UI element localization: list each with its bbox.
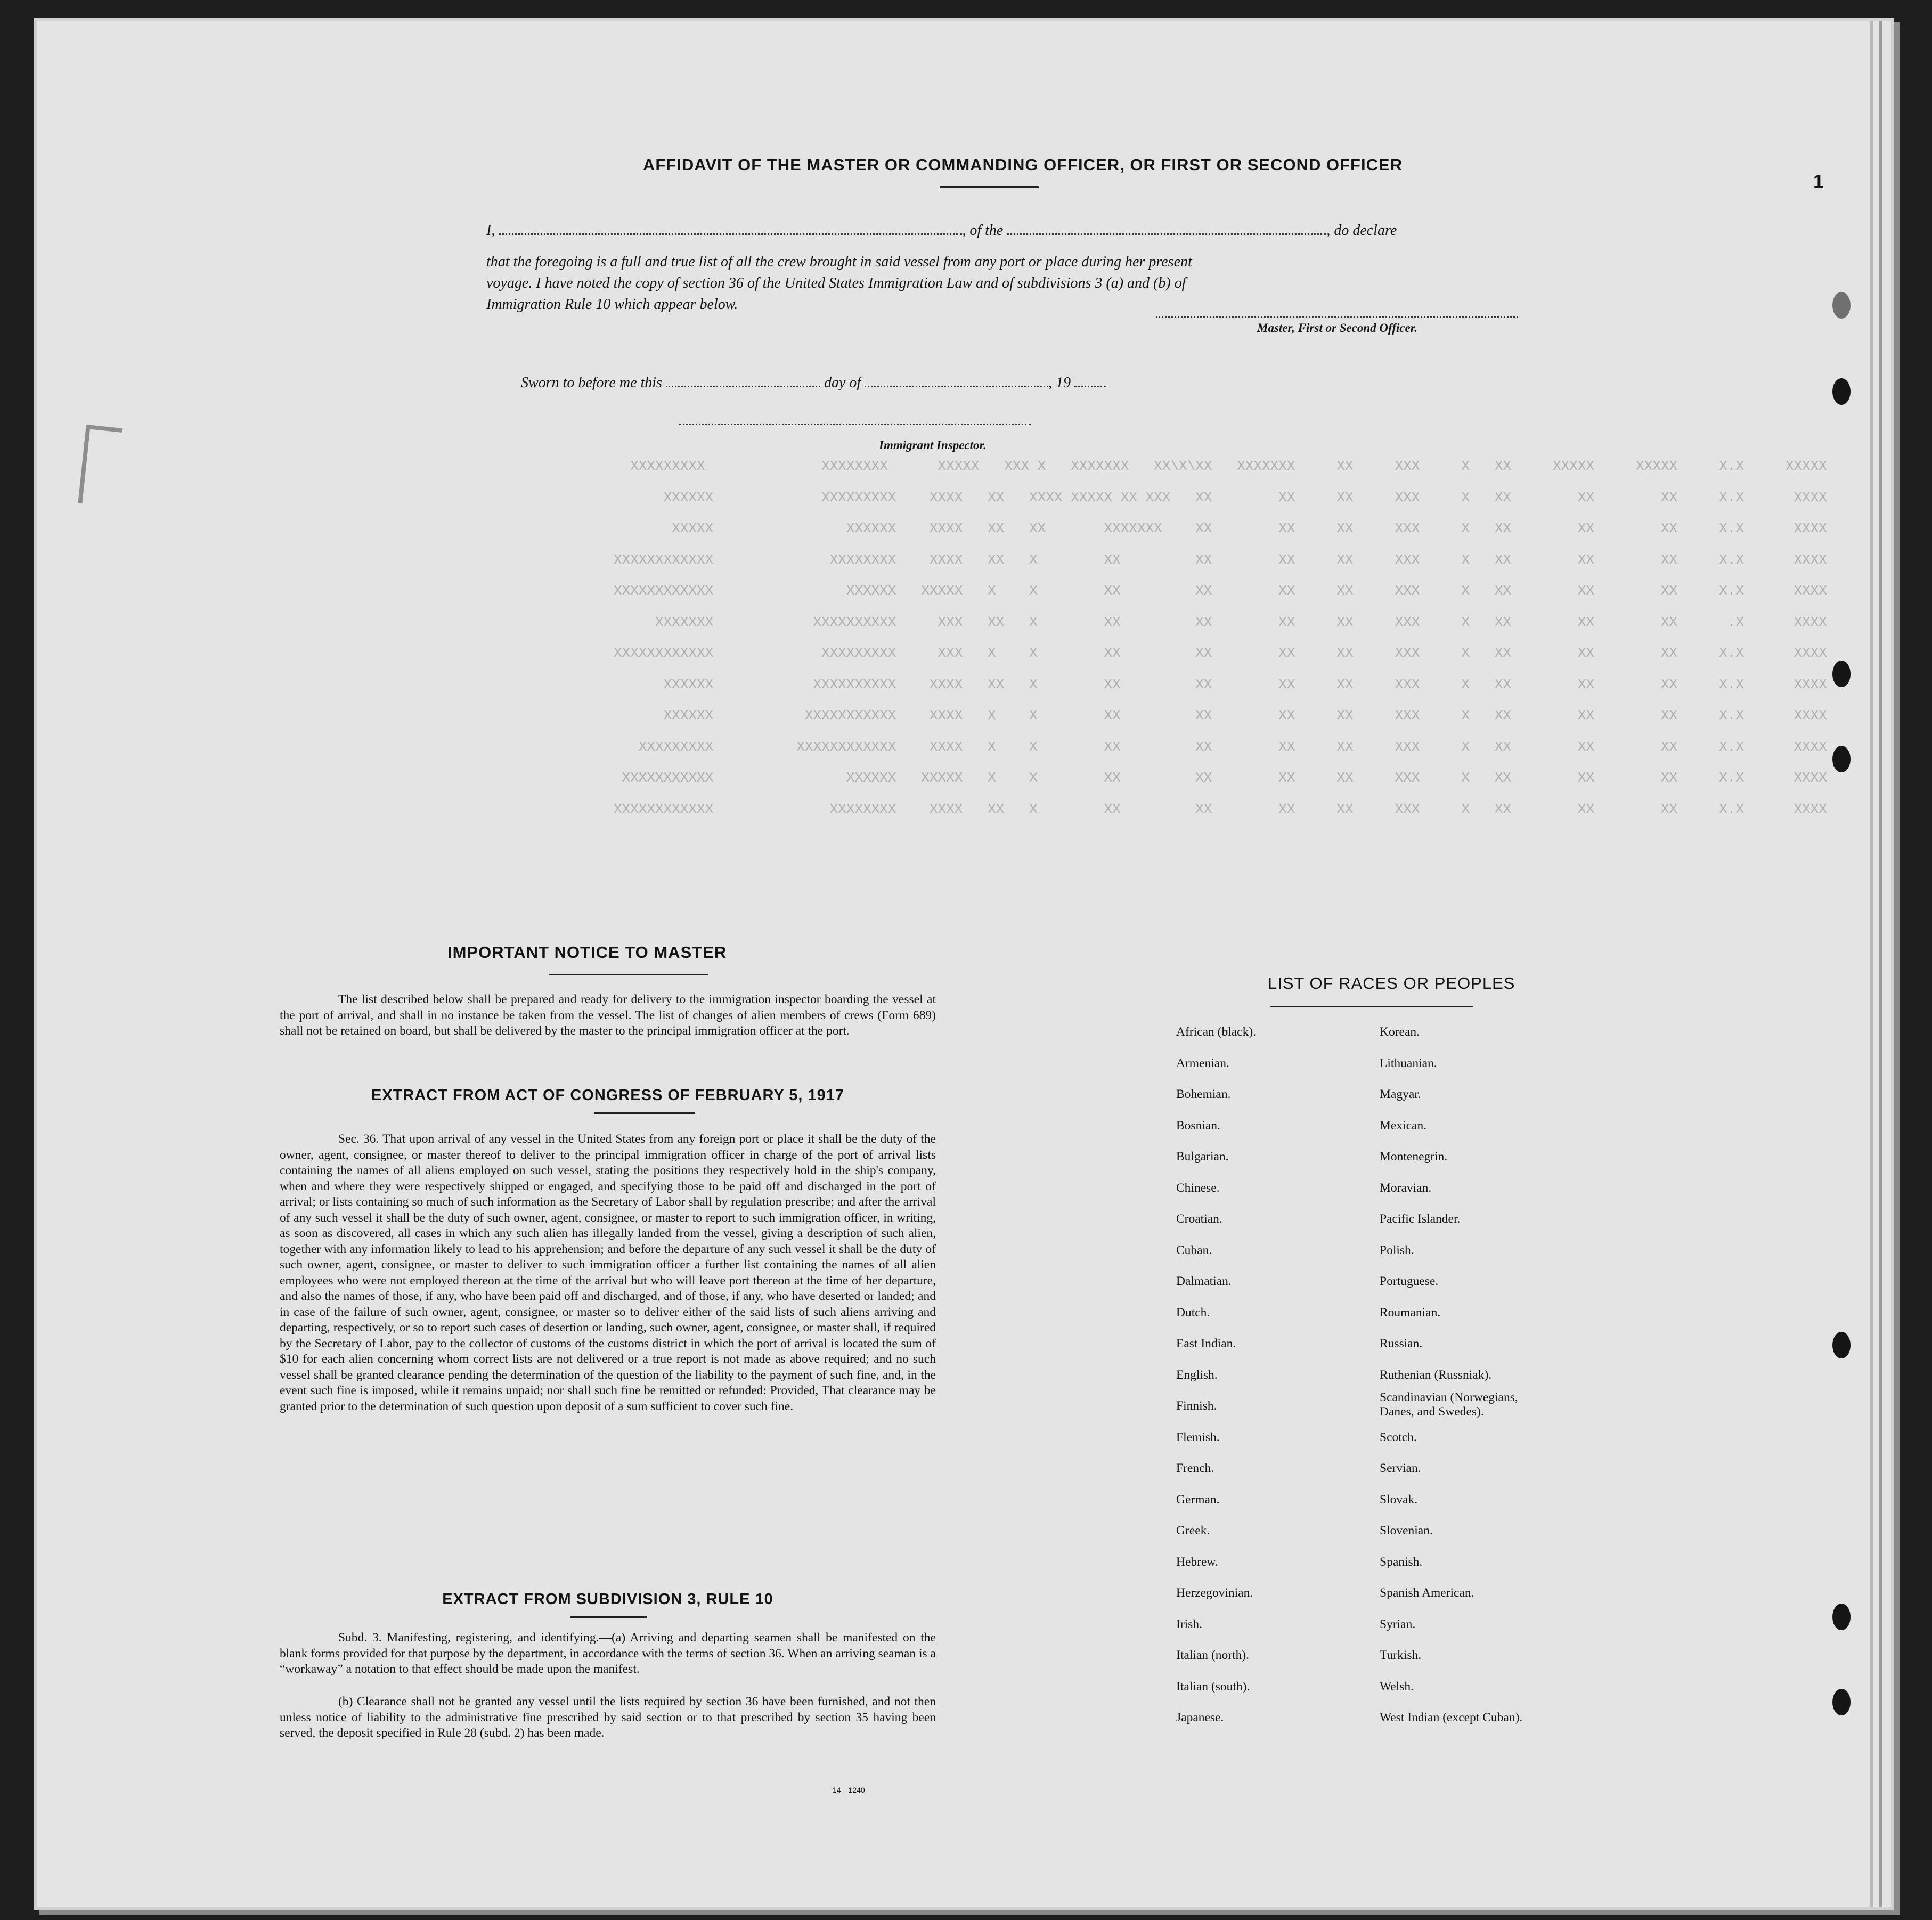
race-item: Slovak. <box>1380 1492 1418 1507</box>
race-item: Japanese. <box>1176 1711 1224 1724</box>
affidavit-title: AFFIDAVIT OF THE MASTER OR COMMANDING OFFICER, OR FIRST OR SECOND OFFICER <box>642 156 1403 174</box>
race-item: Cuban. <box>1176 1243 1212 1257</box>
race-item: Herzegovinian. <box>1176 1586 1253 1600</box>
notice-title: IMPORTANT NOTICE TO MASTER <box>447 943 727 962</box>
rule-para-a: Subd. 3. Manifesting, registering, and identifying.—(a) Arriving and departing seamen shall be manifested on the blank forms provided for that purpose by the department, in accordance with the terms of section 36. When an arriving seaman is a “workaway” a notation to that effect should be made upon the manifest. <box>280 1631 936 1676</box>
race-item: Irish. <box>1176 1617 1202 1631</box>
declaration-line-2: that the foregoing is a full and true list of all the crew brought in said vessel from any port or place during her present <box>486 254 1192 270</box>
race-item: Mexican. <box>1380 1118 1427 1133</box>
race-item: Portuguese. <box>1380 1274 1439 1288</box>
form-number: 14—1240 <box>833 1786 865 1794</box>
declaration-line-3: voyage. I have noted the copy of section 36 of the United States Immigration Law and of subdivisions 3 (a) and (b) of <box>486 275 1186 291</box>
race-item: Magyar. <box>1380 1087 1421 1101</box>
punch-hole <box>1832 1332 1851 1358</box>
race-item: Turkish. <box>1380 1648 1422 1662</box>
race-item: Roumanian. <box>1380 1305 1441 1320</box>
race-item: Italian (south). <box>1176 1679 1250 1694</box>
race-item: East Indian. <box>1176 1337 1236 1350</box>
punch-hole <box>1832 378 1851 405</box>
vessel-name-blank[interactable] <box>1007 219 1326 235</box>
officer-name-blank[interactable] <box>499 219 962 235</box>
inspector-caption: Immigrant Inspector. <box>879 438 987 452</box>
race-item: Dutch. <box>1176 1305 1210 1320</box>
race-item: Korean. <box>1380 1025 1420 1039</box>
race-item: Greek. <box>1176 1524 1210 1537</box>
punch-hole <box>1832 292 1851 319</box>
notice-rule <box>549 974 708 975</box>
manifest-page <box>37 21 1891 1907</box>
rule-para-b: (b) Clearance shall not be granted any vessel until the lists required by section 36 have been furnished, and not then unless notice of liability to the administrative fine prescribed by said section or to that prescribed by section 35 having been served, the deposit specified in Rule 28 (subd. 2) has been made. <box>280 1695 936 1740</box>
act-rule <box>594 1112 695 1114</box>
race-item: Ruthenian (Russniak). <box>1380 1368 1492 1382</box>
rule-extract-rule <box>570 1616 647 1618</box>
race-item: German. <box>1176 1492 1220 1507</box>
race-item: Montenegrin. <box>1380 1150 1448 1164</box>
race-item: Slovenian. <box>1380 1524 1433 1537</box>
races-right-column <box>1380 1016 1539 1734</box>
inspector-signature-line[interactable] <box>679 422 1031 425</box>
race-item: West Indian (except Cuban). <box>1380 1711 1523 1724</box>
page-mark: 1 <box>1813 170 1824 192</box>
race-item: Chinese. <box>1176 1181 1220 1195</box>
race-item: French. <box>1176 1461 1214 1475</box>
month-blank[interactable] <box>865 372 1048 387</box>
race-item: Welsh. <box>1380 1679 1414 1694</box>
notice-text: The list described below shall be prepared and ready for delivery to the immigration inspector boarding the vessel at the port of arrival, and shall in no instance be taken from the vessel. The list of changes of alien members of crews (Form 689) shall not be retained on board, but shall be delivered by the master to the principal immigration officer at the port. <box>280 992 936 1038</box>
act-extract-text: Sec. 36. That upon arrival of any vessel in the United States from any foreign port or place it shall be the duty of the owner, agent, consignee, or master thereof to deliver to the principal immigration officer in charge of the port of arrival lists containing the names of all aliens employed on such vessel, stating the positions they respectively hold in the ship's company, when and where they were respectively shipped or engaged, and specifying those to be paid off and discharged in the port of arrival; or lists containing so much of such information as the Secretary of Labor shall by regulation prescribe; and after the arrival of any such vessel it shall be the duty of such owner, agent, consignee, or master to report to such immigration officer, in writing, as soon as discovered, all cases in which any such alien has illegally landed from the vessel, giving a description of such alien, together with any information likely to lead to his apprehension; and before the departure of any such vessel it shall be the duty of such owner, agent, consignee, or master to deliver to such immigration officer a further list containing the names of all alien employees who were not employed thereon at the time of the arrival but who will leave port thereon at the time of her departure, and also the names of those, if any, who have been paid off and discharged, and of those, if any, who have deserted or landed; and in case of the failure of such owner, agent, consignee, or master so to deliver either of the said lists of such aliens arriving and departing, respectively, or so to report such cases of desertion or landing, such owner, agent, consignee, or master shall, if required by the Secretary of Labor, pay to the collector of customs of the customs district in which the port of arrival is located the sum of $10 for each alien concerning whom correct lists are not delivered or a true report is not made as above required; and no such vessel shall be granted clearance pending the determination of the question of the liability to the payment of such fine, and, in the event such fine is imposed, while it remains unpaid; nor shall such fine be remitted or refunded: Provided, That clearance may be granted prior to the determination of such question upon deposit of a sum sufficient to cover such fine. <box>280 1132 936 1413</box>
race-item: Italian (north). <box>1176 1648 1250 1662</box>
race-item: Flemish. <box>1176 1430 1220 1444</box>
race-item: Hebrew. <box>1176 1555 1218 1569</box>
race-item: Croatian. <box>1176 1212 1222 1226</box>
race-item: African (black). <box>1176 1025 1257 1039</box>
punch-hole <box>1832 1604 1851 1630</box>
race-item: Scandinavian (Norwegians, Danes, and Swedes). <box>1380 1390 1518 1419</box>
race-item: Pacific Islander. <box>1380 1212 1461 1226</box>
race-item: Russian. <box>1380 1337 1423 1350</box>
race-item: English. <box>1176 1368 1218 1382</box>
race-item: Bohemian. <box>1176 1087 1231 1101</box>
race-item: Scotch. <box>1380 1430 1417 1444</box>
title-rule <box>940 186 1039 188</box>
race-item: Servian. <box>1380 1461 1421 1475</box>
race-item: Dalmatian. <box>1176 1274 1232 1288</box>
race-item: Lithuanian. <box>1380 1056 1437 1070</box>
punch-hole <box>1832 661 1851 687</box>
sworn-line: Sworn to before me this day of , 19 <box>521 372 1213 394</box>
races-rule <box>1270 1006 1473 1007</box>
year-blank[interactable] <box>1074 372 1106 387</box>
declaration-line-1: I, , of the , do declare <box>486 219 1541 241</box>
signer-caption: Master, First or Second Officer. <box>1257 321 1418 335</box>
margin-mark <box>78 425 122 507</box>
race-item: Armenian. <box>1176 1056 1229 1070</box>
race-item: Syrian. <box>1380 1617 1416 1631</box>
race-item: Bulgarian. <box>1176 1150 1229 1164</box>
races-title: LIST OF RACES OR PEOPLES <box>1268 974 1515 992</box>
race-item: Bosnian. <box>1176 1118 1220 1133</box>
page-edge <box>1870 21 1873 1907</box>
rule-extract-title: EXTRACT FROM SUBDIVISION 3, RULE 10 <box>442 1591 773 1608</box>
race-item: Polish. <box>1380 1243 1414 1257</box>
race-item: Finnish. <box>1176 1399 1217 1413</box>
races-left-column <box>1176 1016 1256 1734</box>
declaration-line-4: Immigration Rule 10 which appear below. <box>486 296 738 313</box>
punch-hole <box>1832 1689 1851 1715</box>
page-edge <box>1879 21 1882 1907</box>
race-item: Spanish. <box>1380 1555 1423 1569</box>
punch-hole <box>1832 746 1851 772</box>
race-item: Moravian. <box>1380 1181 1432 1195</box>
act-extract-title: EXTRACT FROM ACT OF CONGRESS OF FEBRUARY 5, 1917 <box>371 1087 845 1104</box>
day-blank[interactable] <box>666 372 820 387</box>
race-item: Spanish American. <box>1380 1586 1474 1600</box>
bleed-through-texture: XXXXX X.X XXXXX XXXXX XX X XXX XX XXXXXXX XX/X/XX XXXXXXX X XXX XXXXX XXXXXXXX XXXXXXXXX XXXX X.X XX XX XX X XXX XX XX XX XXX XX XXXXX XXXX XX XXXX XXXXXXXXX XXXXXX XXXX X.X XX XX XX X XXX XX XX XX XXXXXXX XX XX XXXX XXXXXX XXXXX XXXX X.X XX XX XX X XXX XX XX XX XX X XX XXXX XXXXXXXX XXXXXXXXXXXX XXXX X.X XX XX XX X XXX XX XX XX XX X X XXXXX XXXXXX XXXXXXXXXXXX XXXX X. XX XX XX X XXX XX XX XX XX X XX XXX XXXXXXXXXX XXXXXXX XXXX X.X XX XX XX X XXX XX XX XX XX X X XXX XXXXXXXXX XXXXXXXXXXXX XXXX X.X XX XX XX X XXX XX XX XX XX X XX XXXX XXXXXXXXXX XXXXXX XXXX X.X XX XX XX X XXX XX XX XX XX X X XXXX XXXXXXXXXXX XXXXXX XXXX X.X XX XX XX X XXX XX XX XX XX X X XXXX XXXXXXXXXXXX XXXXXXXXX XXXX X.X XX XX XX X XXX XX XX XX XX X X XXXXX XXXXXX XXXXXXXXXXX XXXX X.X XX XX XX X XXX XX XX XX XX X XX XXXX XXXXXXXX XXXXXXXXXXXX <box>614 458 1827 817</box>
